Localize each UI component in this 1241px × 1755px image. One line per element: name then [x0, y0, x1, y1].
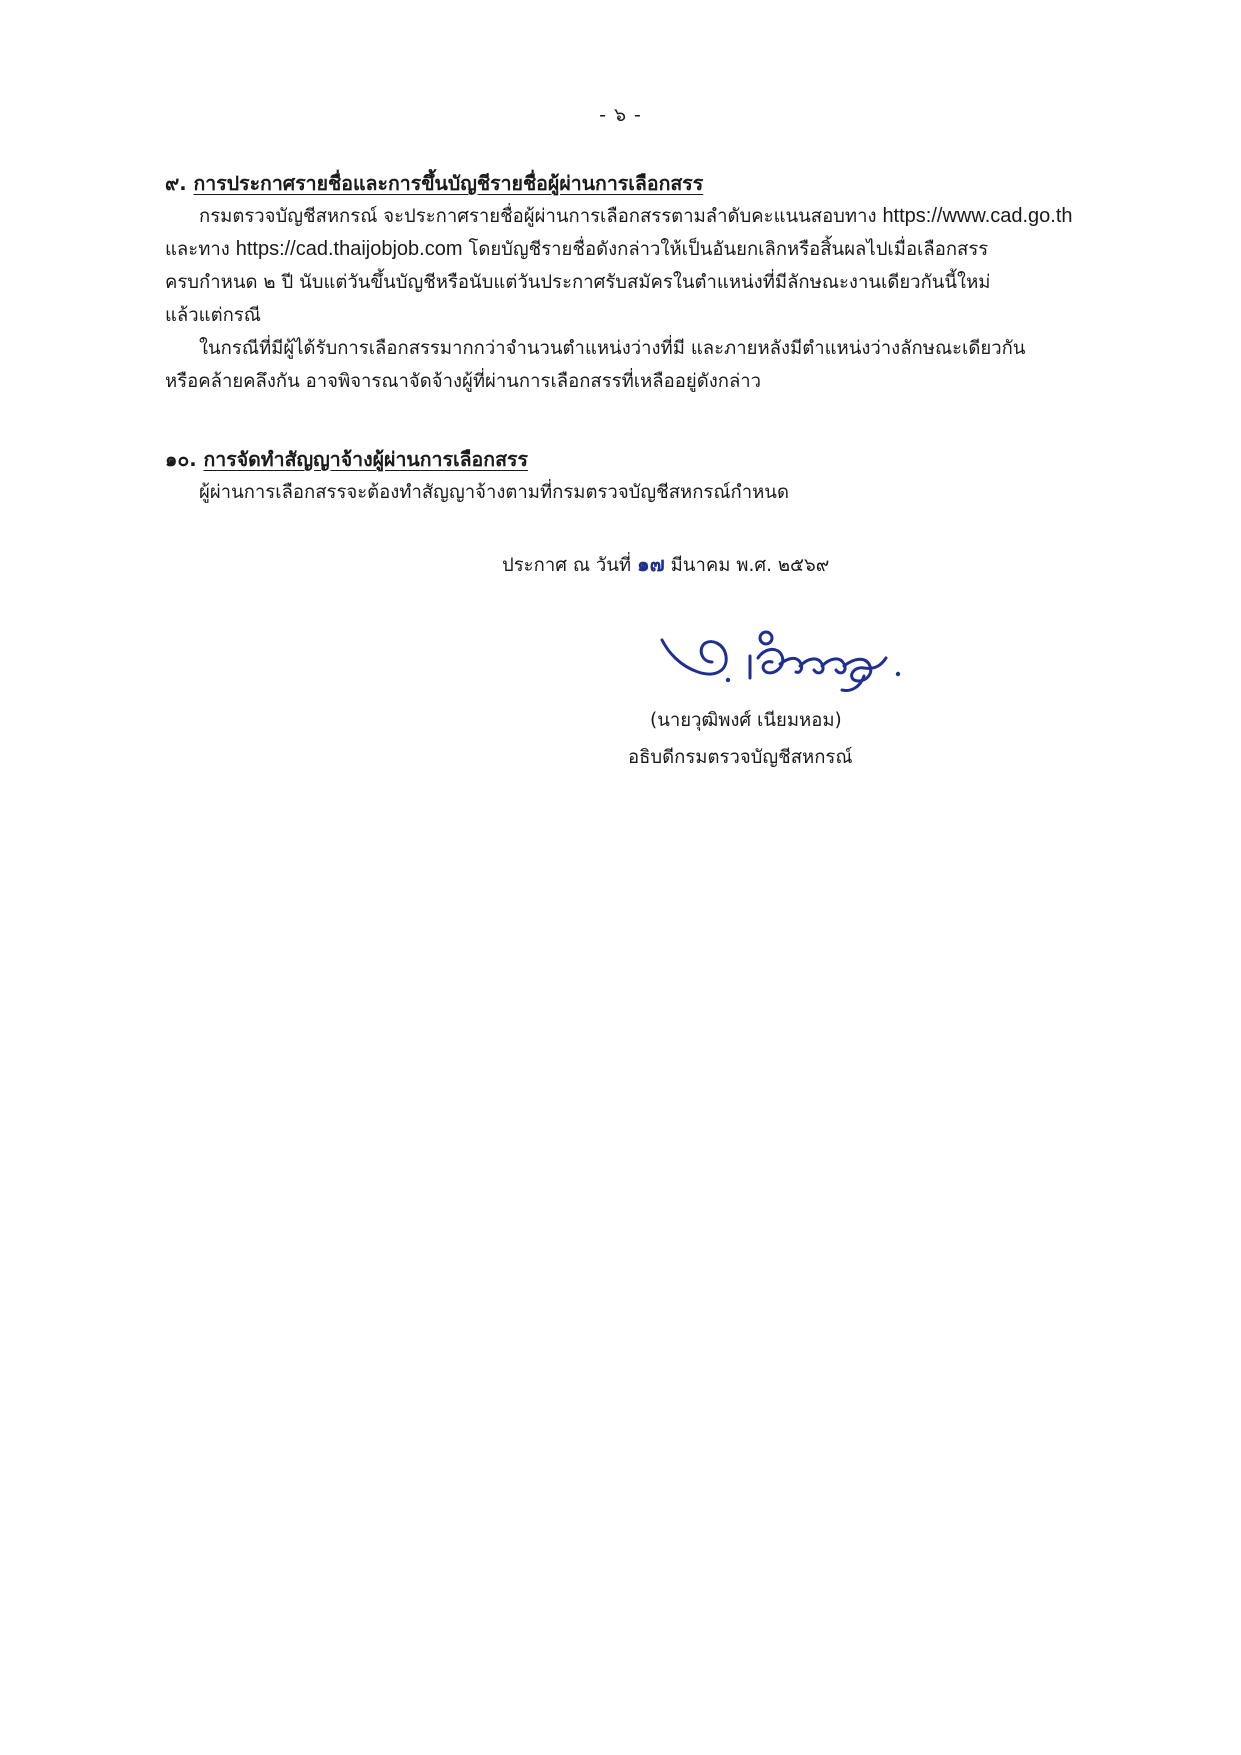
- section-10-paragraph-1: [165, 476, 1110, 509]
- announcement-date: [502, 548, 829, 580]
- section-9-title: การประกาศรายชื่อและการขึ้นบัญชีรายชื่อผู้ผ่านการเลือกสรร: [193, 172, 704, 195]
- handwritten-signature: [650, 618, 930, 708]
- signatory-title: อธิบดีกรมตรวจบัญชีสหกรณ์: [628, 747, 853, 768]
- section-9-number: ๙.: [165, 172, 187, 195]
- paragraph-line: [165, 200, 1110, 233]
- paragraph-line: ครบกำหนด ๒ ปี นับแต่วันขึ้นบัญชีหรือนับแต่วันประกาศรับสมัครในตำแหน่งที่มีลักษณะงานเดียวกันนี้ใหม่: [165, 272, 991, 293]
- section-9: [165, 168, 1110, 398]
- thaijobjob-url: https://cad.thaijobjob.com: [235, 238, 463, 260]
- paragraph-text: กรมตรวจบัญชีสหกรณ์ จะประกาศรายชื่อผู้ผ่านการเลือกสรรตามลำดับคะแนนสอบทาง: [199, 206, 883, 227]
- paragraph-line: ผู้ผ่านการเลือกสรรจะต้องทำสัญญาจ้างตามที่กรมตรวจบัญชีสหกรณ์กำหนด: [199, 482, 789, 503]
- section-10-heading: [165, 444, 1110, 476]
- cad-website-url: https://www.cad.go.th: [882, 205, 1073, 227]
- section-9-paragraph-2: [165, 332, 1110, 398]
- page-number: - ๖ -: [599, 104, 642, 126]
- announcement-suffix: มีนาคม พ.ศ. ๒๕๖๙: [664, 555, 830, 576]
- announcement-prefix: ประกาศ ณ วันที่: [502, 555, 637, 576]
- paragraph-text: โดยบัญชีรายชื่อดังกล่าวให้เป็นอันยกเลิกหรือสิ้นผลไปเมื่อเลือกสรร: [462, 239, 989, 260]
- section-9-paragraph-1: [165, 200, 1110, 332]
- paragraph-line: แล้วแต่กรณี: [165, 305, 261, 326]
- paragraph-line: หรือคล้ายคลึงกัน อาจพิจารณาจัดจ้างผู้ที่ผ่านการเลือกสรรที่เหลืออยู่ดังกล่าว: [165, 371, 762, 392]
- paragraph-line: [165, 233, 1110, 266]
- section-9-heading: [165, 168, 1110, 200]
- announcement-day: ๑๗: [636, 552, 665, 576]
- paragraph-text: และทาง: [165, 239, 236, 260]
- section-10-title: การจัดทำสัญญาจ้างผู้ผ่านการเลือกสรร: [203, 448, 528, 471]
- signatory-name: (นายวุฒิพงศ์ เนียมหอม): [650, 710, 842, 731]
- section-10-number: ๑๐.: [165, 448, 197, 471]
- section-10: [165, 444, 1110, 509]
- paragraph-line: ในกรณีที่มีผู้ได้รับการเลือกสรรมากกว่าจำนวนตำแหน่งว่างที่มี และภายหลังมีตำแหน่งว่างลักษณะเดียวกัน: [199, 338, 1026, 359]
